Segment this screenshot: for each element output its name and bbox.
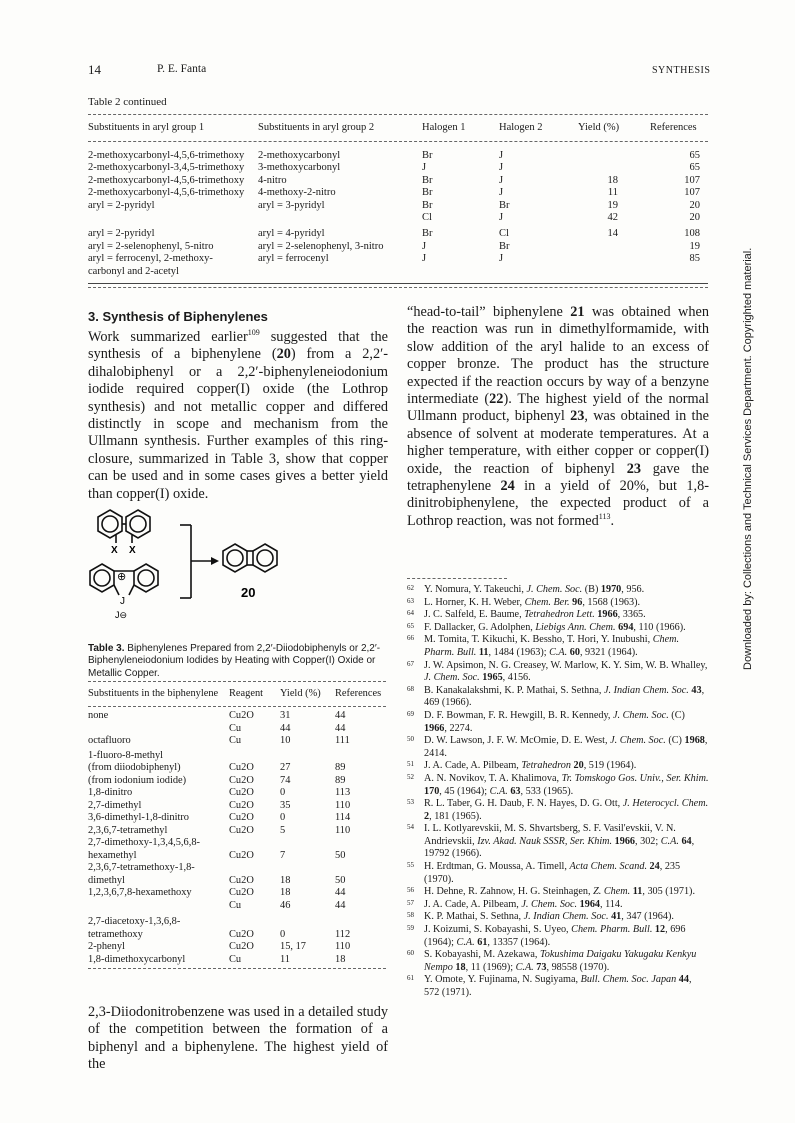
table-cell: 107 [684,174,700,186]
reference-item [407,924,709,949]
table-cell: 19 [689,240,700,252]
table-cell: 46 [280,899,291,911]
reference-text: Y. Omote, Y. Fujinama, N. Sugiyama, Bull. Chem. Soc. Japan 44, 572 (1971). [424,974,692,998]
table-cell: 44 [335,722,346,734]
table-row [88,212,708,224]
table-cell: 31 [280,710,291,721]
reference-number: 54 [407,823,414,832]
table-cell: 112 [335,928,351,940]
reference-number: 59 [407,924,414,933]
table-cell: 65 [689,150,700,161]
table-cell: (from iodonium iodide) [88,774,187,786]
table-cell: 18 [335,953,346,965]
table-row [88,266,708,278]
halogen-label: X [111,545,118,556]
table-cell: Cu2O [229,799,254,811]
para-text: Work summarized earlier [88,329,248,345]
iodonium-label: J [120,596,125,607]
reference-text: K. P. Mathai, S. Sethna, J. Indian Chem. Soc. 41, 347 (1964). [424,911,674,923]
table3-col-yield: Yield (%) [280,688,321,699]
table2-col-yield: Yield (%) [578,122,620,133]
reference-text: D. F. Bowman, F. R. Hewgill, B. R. Kennedy, J. Chem. Soc. (C) 1966, 2274. [424,709,685,734]
reaction-scheme [85,500,315,625]
table-cell: 18 [280,887,291,898]
table-cell: 110 [335,799,351,811]
table-cell: 14 [607,228,618,240]
table-cell: 7 [280,849,286,861]
table-row [88,775,388,787]
table-cell: Cu [229,899,242,911]
compound-number: 23 [570,408,585,425]
table-cell: Cu2O [229,774,254,786]
para-text: , was obtained in the absence of solvent at moderate temperatures. At a higher temperature, with either copper or copper(I) oxide, the reaction of biphenyl [407,408,710,477]
table-cell: (from diiodobiphenyl) [88,762,181,773]
table-cell: Cu2O [229,941,254,952]
table-cell: J [499,212,504,223]
reference-text: A. N. Novikov, T. A. Khalimova, Tr. Tomskogo Gos. Univ., Ser. Khim. 170, 45 (1964); C.A. 63, 533 (1965). [424,772,709,797]
table-cell: 1-fluoro-8-methyl [88,749,164,761]
table-cell: Cu [229,735,242,746]
journal-name: SYNTHESIS [652,65,711,76]
reference-number: 65 [407,621,414,630]
table-cell: 27 [280,762,291,773]
table-cell: Br [499,199,510,211]
reference-number: 60 [407,949,414,958]
table-cell: Br [422,199,433,211]
table-cell: 42 [607,212,618,223]
table2-header-rule [88,141,708,142]
table-cell: 111 [335,735,350,746]
table-cell: tetramethoxy [88,928,143,940]
reference-item [407,886,709,899]
table-cell: 1,8-dimethoxycarbonyl [88,953,186,965]
table-cell: 89 [335,774,346,786]
table-row [88,750,388,762]
reference-item [407,911,709,924]
table-cell: 4-methoxy-2-nitro [258,187,336,199]
table-cell: 44 [280,722,291,734]
reference-list [407,584,709,1000]
table-cell: 89 [335,762,346,773]
table-cell: aryl = 2-pyridyl [88,228,155,240]
para-text: suggested that the synthesis of a biphenylene ( [88,329,388,363]
table-cell: aryl = 2-selenophenyl, 5-nitro [88,240,214,252]
reference-text: J. A. Cade, A. Pilbeam, Tetrahedron 20, 519 (1964). [424,760,637,772]
table-cell: Cl [422,212,432,223]
compound-number: 21 [570,304,585,320]
table-row [88,162,708,174]
table-cell: 18 [280,874,291,886]
table-cell: 0 [280,787,286,798]
para-text: ) from a 2,2′-dihalobiphenyl or a 2,2′-biphenyleneiodonium iodide required copper(I) oxide (the Lothrop synthesis) and not metallic copper and differed distinctly in scope and mechanism from the Ullmann synthesis. Further examples of this ring-closure, summarized in Table 3, show that copper can be used and in some cases gives a better yield than copper(I) oxide. [88,346,388,502]
iodonium-plus: ⊕ [117,571,127,583]
table2-bottom-rule-2 [88,287,708,288]
compound-number: 22 [489,391,504,408]
table-cell: Cu2O [229,874,254,886]
table-row [88,837,388,849]
table-cell: aryl = 2-pyridyl [88,199,155,211]
table2-caption: Table 2 continued [88,96,167,108]
reference-text: H. Dehne, R. Zahnow, H. G. Steinhagen, Z. Chem. 11, 305 (1971). [424,886,695,898]
table-row [88,228,708,240]
table-cell: 108 [684,228,700,240]
table-cell: Cu2O [229,762,254,773]
table-cell: 2-methoxycarbonyl-3,4,5-trimethoxy [88,162,245,174]
table2-col-aryl2: Substituents in aryl group 2 [258,122,375,133]
reference-item [407,584,709,597]
table-cell: J [422,253,427,265]
reference-number: 53 [407,798,414,807]
table-cell: 2-methoxycarbonyl-4,5,6-trimethoxy [88,174,245,186]
table-cell: 2-phenyl [88,941,125,952]
table-row [88,175,708,187]
reference-text: R. L. Taber, G. H. Daub, F. N. Hayes, D. G. Ott, J. Heterocycl. Chem. 2, 181 (1965). [424,798,709,822]
reference-item [407,609,709,622]
table-cell: 2-methoxycarbonyl-4,5,6-trimethoxy [88,150,245,161]
table-cell: 110 [335,824,351,836]
reference-number: 50 [407,735,414,744]
reference-text: J. Koizumi, S. Kobayashi, S. Uyeo, Chem. Pharm. Bull. 12, 696 (1964); C.A. 61, 13357 (1964). [424,924,686,948]
table-cell: aryl = ferrocenyl [258,253,329,265]
reference-number: 52 [407,772,414,781]
para-text: was obtained when the reaction was run in dimethylformamide, with slow addition of the aryl halide to an excess of copper bronze. The product has the structure expected if the reaction occurs by way of a benzyne intermediate ( [407,304,710,408]
table3-caption-text: Biphenylenes Prepared from 2,2′-Diiodobiphenyls or 2,2′-Biphenyleneiodonium Iodides by Heating with Copper(I) Oxide or Metallic Copper. [88,643,381,679]
table-cell: carbonyl and 2-acetyl [88,265,179,277]
reference-item [407,735,709,760]
table-cell: 44 [335,887,346,898]
page-number: 14 [88,62,101,77]
table-row [88,941,388,953]
table-cell: aryl = 3-pyridyl [258,199,325,211]
table-cell: J [499,253,504,265]
table3-col-references: References [335,688,382,699]
table-row [88,187,708,199]
table-cell: 4-nitro [258,174,287,186]
reference-text: D. W. Lawson, J. F. W. McOmie, D. E. West, J. Chem. Soc. (C) 1968, 2414. [424,735,708,759]
table-cell: hexamethyl [88,849,137,861]
table3-caption [88,643,388,680]
table2-col-halogen2: Halogen 2 [499,122,543,133]
table2-bottom-rule [88,283,708,284]
table-row [88,862,388,874]
reference-item [407,634,709,659]
table-cell: none [88,710,109,721]
table-row [88,900,388,912]
reference-item [407,760,709,773]
table-cell: Cu2O [229,887,254,898]
table-cell: aryl = ferrocenyl, 2-methoxy- [88,253,213,265]
para-text: “head-to-tail” biphenylene [407,304,571,320]
bottom-paragraph: 2,3-Diiodonitrobenzene was used in a detailed study of the competition between the formation of a biphenyl and a biphenylene. The highest yield of the [88,1004,388,1073]
reference-item [407,685,709,710]
table-cell: 3-methoxycarbonyl [258,162,341,174]
table-row [88,787,388,799]
ref-superscript: 113 [598,512,611,522]
reference-item [407,949,709,974]
table-row [88,735,388,747]
table-cell: 2-methoxycarbonyl-4,5,6-trimethoxy [88,187,245,199]
table-cell: Cu [229,953,242,965]
reference-text: J. A. Cade, A. Pilbeam, J. Chem. Soc. 1964, 114. [424,898,623,910]
footnote-rule [407,578,507,579]
reference-text: F. Dallacker, G. Adolphen, Liebigs Ann. Chem. 694, 110 (1966). [424,621,686,633]
para-text: . [610,512,615,529]
table-cell: 50 [335,874,346,886]
table-cell: Br [422,174,433,186]
table-cell: 0 [280,812,286,823]
reference-text: H. Erdtman, G. Moussa, A. Timell, Acta Chem. Scand. 24, 235 (1970). [424,861,681,885]
table-cell: 2,7-dimethyl [88,799,142,811]
table-cell: 11 [280,953,291,965]
table-cell: 65 [689,162,700,174]
table-cell: 0 [280,928,286,940]
table-cell: 2,7-dimethoxy-1,3,4,5,6,8- [88,837,200,848]
table-cell: Cl [499,228,509,240]
table-cell: 50 [335,849,346,861]
table-cell: 19 [607,199,618,211]
table-cell: 2,7-diacetoxy-1,3,6,8- [88,916,181,927]
table-cell: J [499,174,504,186]
reference-number: 62 [407,584,414,592]
table-cell: J [422,162,427,174]
table-row [88,710,388,722]
table-cell: J [499,162,504,174]
reference-text: Y. Nomura, Y. Takeuchi, J. Chem. Soc. (B) 1970, 956. [424,584,645,595]
sidebar-download-note: Downloaded by: Collections and Technical Services Department. Copyrighted material. [742,247,754,670]
table-cell: 20 [689,212,700,223]
table-cell: 2,3,6,7-tetramethoxy-1,8- [88,862,195,873]
table-cell: 114 [335,812,351,823]
counterion-label: J⊖ [115,610,128,620]
ref-superscript: 109 [247,328,260,338]
reference-text: J. C. Salfeld, E. Baume, Tetrahedron Lett. 1966, 3365. [424,609,646,621]
table-cell: Cu2O [229,812,254,823]
table2-col-references: References [650,122,697,133]
para-text: gave the tetraphenylene [407,460,709,495]
table3-header-rule [88,706,386,707]
table-cell: Br [422,228,433,240]
table-cell: 107 [684,187,700,199]
compound-number: 20 [276,346,291,363]
table-cell: Cu2O [229,710,254,721]
table-row [88,253,708,265]
reference-item [407,899,709,912]
arrow-head [211,557,219,565]
table-cell: J [499,150,504,161]
table-cell: 1,8-dinitro [88,787,133,798]
table-cell: octafluoro [88,735,131,746]
reference-item [407,622,709,635]
halogen-label: X [129,545,136,556]
table-cell: Br [499,240,510,252]
reference-number: 57 [407,898,414,907]
table-cell: Cu2O [229,824,254,836]
section-paragraph-left [88,329,388,503]
table-row [88,916,388,928]
table-cell: 74 [280,774,291,786]
section-paragraph-right [407,304,709,530]
table2-col-halogen1: Halogen 1 [422,122,466,133]
table-row [88,150,708,162]
running-author: P. E. Fanta [157,63,207,75]
reference-number: 63 [407,596,414,605]
table-cell: 3,6-dimethyl-1,8-dinitro [88,812,190,823]
table-row [88,812,388,824]
table-row [88,241,708,253]
reference-text: L. Horner, K. H. Weber, Chem. Ber. 96, 1568 (1963). [424,596,641,608]
table-cell: Cu [229,722,242,734]
reference-item [407,773,709,798]
table-cell: Cu2O [229,787,254,798]
table-cell: 1,2,3,6,7,8-hexamethoxy [88,887,192,898]
table-cell: 18 [607,174,618,186]
reference-number: 56 [407,886,414,895]
section-title: 3. Synthesis of Biphenylenes [88,309,268,324]
para-text: ). The highest yield of the normal Ullmann product, biphenyl [407,391,709,425]
table-row [88,723,388,735]
table-row [88,850,388,862]
para-text: in a yield of 20%, but 1,8-dinitrobiphenylene, the expected product of a Lothrop reaction, was not formed [407,478,709,529]
reference-number: 55 [407,861,414,870]
table-row [88,887,388,899]
table-cell: 44 [335,899,346,911]
reference-number: 51 [407,760,414,769]
reference-item [407,823,709,861]
table3-col-substituents: Substituents in the biphenylene [88,688,219,699]
table-row [88,875,388,887]
table-row [88,800,388,812]
reference-item [407,974,709,999]
table-row [88,200,708,212]
table-cell: 110 [335,941,351,952]
compound-number: 24 [500,478,515,495]
table-cell: J [499,187,504,199]
reference-number: 61 [407,974,414,983]
reference-text: M. Tomita, T. Kikuchi, K. Bessho, T. Hori, Y. Inubushi, Chem. Pharm. Bull. 11, 1484 (1963); C.A. 60, 9321 (1964). [424,634,680,658]
table-cell: 113 [335,787,351,798]
table-cell: aryl = 2-selenophenyl, 3-nitro [258,240,384,252]
reference-text: S. Kobayashi, M. Azekawa, Tokushima Daigaku Yakugaku Kenkyu Nempo 18, 11 (1969); C.A. 73, 98558 (1970). [424,949,697,973]
table-cell: 2,3,6,7-tetramethyl [88,824,168,836]
table2-top-rule [88,114,708,115]
table-cell: 5 [280,824,286,836]
table-cell: 2-methoxycarbonyl [258,150,341,161]
table-row [88,825,388,837]
table3-bottom-rule [88,968,386,969]
table3-caption-label: Table 3. [88,643,125,654]
reference-item [407,861,709,886]
reference-number: 67 [407,659,414,668]
reference-number: 69 [407,709,414,718]
table-cell: 11 [607,187,618,199]
table2-col-aryl1: Substituents in aryl group 1 [88,122,205,133]
reference-number: 58 [407,911,414,920]
table-cell: 44 [335,710,346,721]
reference-number: 68 [407,684,414,693]
table-cell: J [422,240,427,252]
table-cell: Cu2O [229,849,254,861]
reference-item [407,798,709,823]
table-cell: Br [422,150,433,161]
table-row [88,929,388,941]
table-row [88,954,388,966]
table-cell: 20 [689,199,700,211]
table-cell: dimethyl [88,874,125,886]
reference-number: 66 [407,634,414,643]
table-cell: Br [422,187,433,199]
table-cell: 35 [280,799,291,811]
table-cell: Cu2O [229,928,254,940]
reference-text: I. L. Kotlyarevskii, M. S. Shvartsberg, S. F. Vasil'evskii, V. N. Andrievskii, Izv. Akad. Nauk SSSR, Ser. Khim. 1966, 302; C.A. 64, 19792 (1966). [424,823,695,860]
reference-item [407,597,709,610]
table-cell: 85 [689,253,700,265]
compound-number: 23 [626,460,641,477]
reference-text: J. W. Apsimon, N. G. Creasey, W. Marlow, K. Y. Sim, W. B. Whalley, J. Chem. Soc. 1965, 4156. [424,659,708,684]
table3-col-reagent: Reagent [229,688,264,699]
reference-number: 64 [407,609,414,618]
reference-item [407,710,709,735]
table-cell: aryl = 4-pyridyl [258,228,325,240]
compound-label: 20 [241,585,256,600]
table-cell: 15, 17 [280,941,306,952]
reference-item [407,660,709,685]
table-cell: 10 [280,735,291,746]
reference-text: B. Kanakalakshmi, K. P. Mathai, S. Sethna, J. Indian Chem. Soc. 43, 469 (1966). [424,684,705,709]
table3-top-rule [88,681,386,682]
table-row [88,762,388,774]
